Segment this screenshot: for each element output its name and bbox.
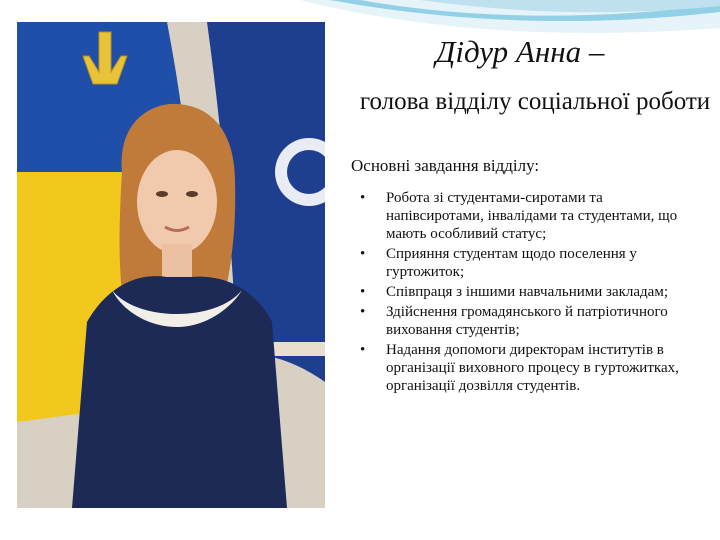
list-item-text: Сприяння студентам щодо поселення у гуртожиток; <box>386 246 637 280</box>
tasks-list <box>360 189 700 397</box>
title-dash: – <box>581 34 605 69</box>
list-item <box>360 245 700 281</box>
bullet-icon: • <box>360 190 366 206</box>
list-item-text: Співпраця з іншими навчальними закладам; <box>386 284 669 300</box>
list-item-text: Надання допомоги директорам інститутів в організації виховного процесу в гуртожитках, організації дозвілля студентів. <box>386 342 679 394</box>
page-title <box>330 32 710 72</box>
list-item <box>360 283 700 301</box>
bullet-icon: • <box>360 246 366 262</box>
list-item-text: Робота зі студентами-сиротами та напівсиротами, інвалідами та студентами, що мають особливий статус; <box>386 190 678 242</box>
list-item <box>360 189 700 243</box>
bullet-icon: • <box>360 284 366 300</box>
tasks-heading: Основні завдання відділу: <box>351 156 540 175</box>
bullet-icon: • <box>360 342 366 358</box>
list-item <box>360 341 700 395</box>
list-item <box>360 303 700 339</box>
bullet-icon: • <box>360 304 366 320</box>
position-subtitle: голова відділу соціальної роботи <box>359 88 711 115</box>
list-item-text: Здійснення громадянського й патріотичного виховання студентів; <box>386 304 668 338</box>
person-name: Дідур Анна <box>435 34 582 69</box>
portrait-photo <box>17 22 325 508</box>
